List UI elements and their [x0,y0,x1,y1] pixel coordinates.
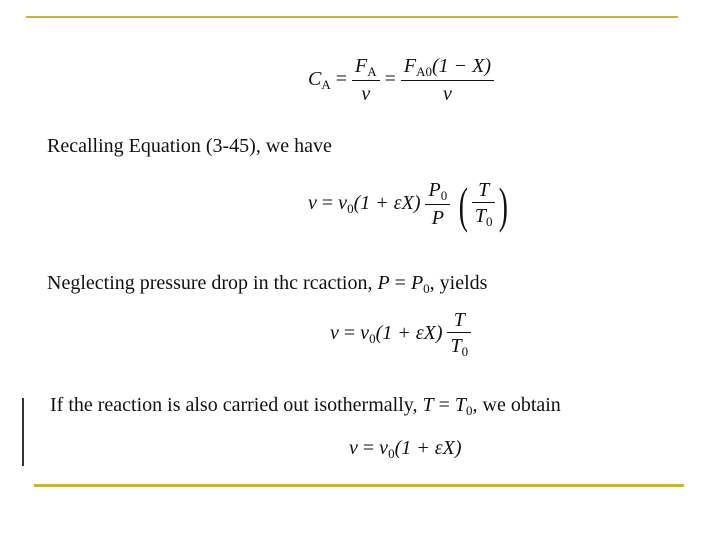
subscript-zero: 0 [466,403,473,418]
symbol-p: P [377,272,390,294]
fraction-t-over-t0 [447,308,471,361]
symbol-f: F [403,55,417,77]
symbol-t: T [478,179,490,201]
term-one-minus-x: (1 − X) [432,55,492,77]
symbol-p: P [425,204,450,231]
term-one-plus-eps-x: (1 + εX) [353,192,421,215]
left-edge-bar [22,398,24,466]
symbol-v0: v [360,322,370,345]
text-recalling: Recalling Equation (3-45), we have [47,135,332,157]
fraction-t-over-t0 [472,178,496,231]
left-paren: ( [458,176,469,233]
equals-sign: = [362,437,375,459]
symbol-t: T [474,205,486,227]
subscript-a: A [321,77,331,93]
neglecting-suffix: , yields [429,272,488,294]
subscript-zero: 0 [423,281,430,296]
subscript-zero: 0 [440,188,448,203]
equals-sign: = [321,192,334,215]
equals-sign: = [343,322,356,345]
symbol-v: v [330,322,339,345]
symbol-v: v [349,437,358,459]
right-paren: ) [499,176,509,233]
isothermal-suffix: , we obtain [472,394,561,416]
fraction-fa0-over-v [401,54,494,107]
symbol-p: P [410,272,424,294]
subscript-zero: 0 [388,446,395,461]
symbol-v0: v [338,192,348,215]
fraction-fa-over-v [352,54,380,107]
subscript-a0: A0 [416,64,433,79]
symbol-p: P [428,179,441,201]
equals-sign: = [394,272,406,294]
equation-volumetric-flow-isothermal [349,436,461,462]
symbol-t: T [450,335,462,357]
term-one-plus-eps-x: (1 + εX) [375,322,443,345]
symbol-f: F [355,55,368,77]
symbol-v0: v [379,437,389,459]
fraction-p0-over-p [425,178,450,231]
symbol-t: T [453,309,465,331]
bottom-rule [34,484,684,487]
symbol-t: T [454,394,466,416]
symbol-t: T [422,394,434,416]
term-one-plus-eps-x: (1 + εX) [394,437,462,459]
subscript-zero: 0 [485,214,493,229]
subscript-zero: 0 [461,344,469,359]
isothermal-prefix: If the reaction is also carried out isothermally, [50,394,418,416]
text-neglecting [47,271,487,297]
equals-sign: = [335,68,348,91]
equals-sign: = [384,68,396,91]
symbol-v: v [308,192,317,215]
subscript-zero: 0 [369,331,376,347]
neglecting-prefix: Neglecting pressure drop in thc rcaction, [47,272,373,294]
equals-sign: = [438,394,450,416]
equation-concentration [308,54,494,107]
symbol-c: C [308,68,322,91]
subscript-a: A [367,64,377,79]
scanned-page [25,18,692,466]
text-isothermal [50,393,561,419]
equation-volumetric-flow-no-pressure-drop [330,308,471,361]
symbol-v: v [352,80,380,107]
paren-group [455,178,512,231]
subscript-zero: 0 [347,201,354,217]
equation-volumetric-flow-full [308,178,512,231]
symbol-v: v [401,80,494,107]
